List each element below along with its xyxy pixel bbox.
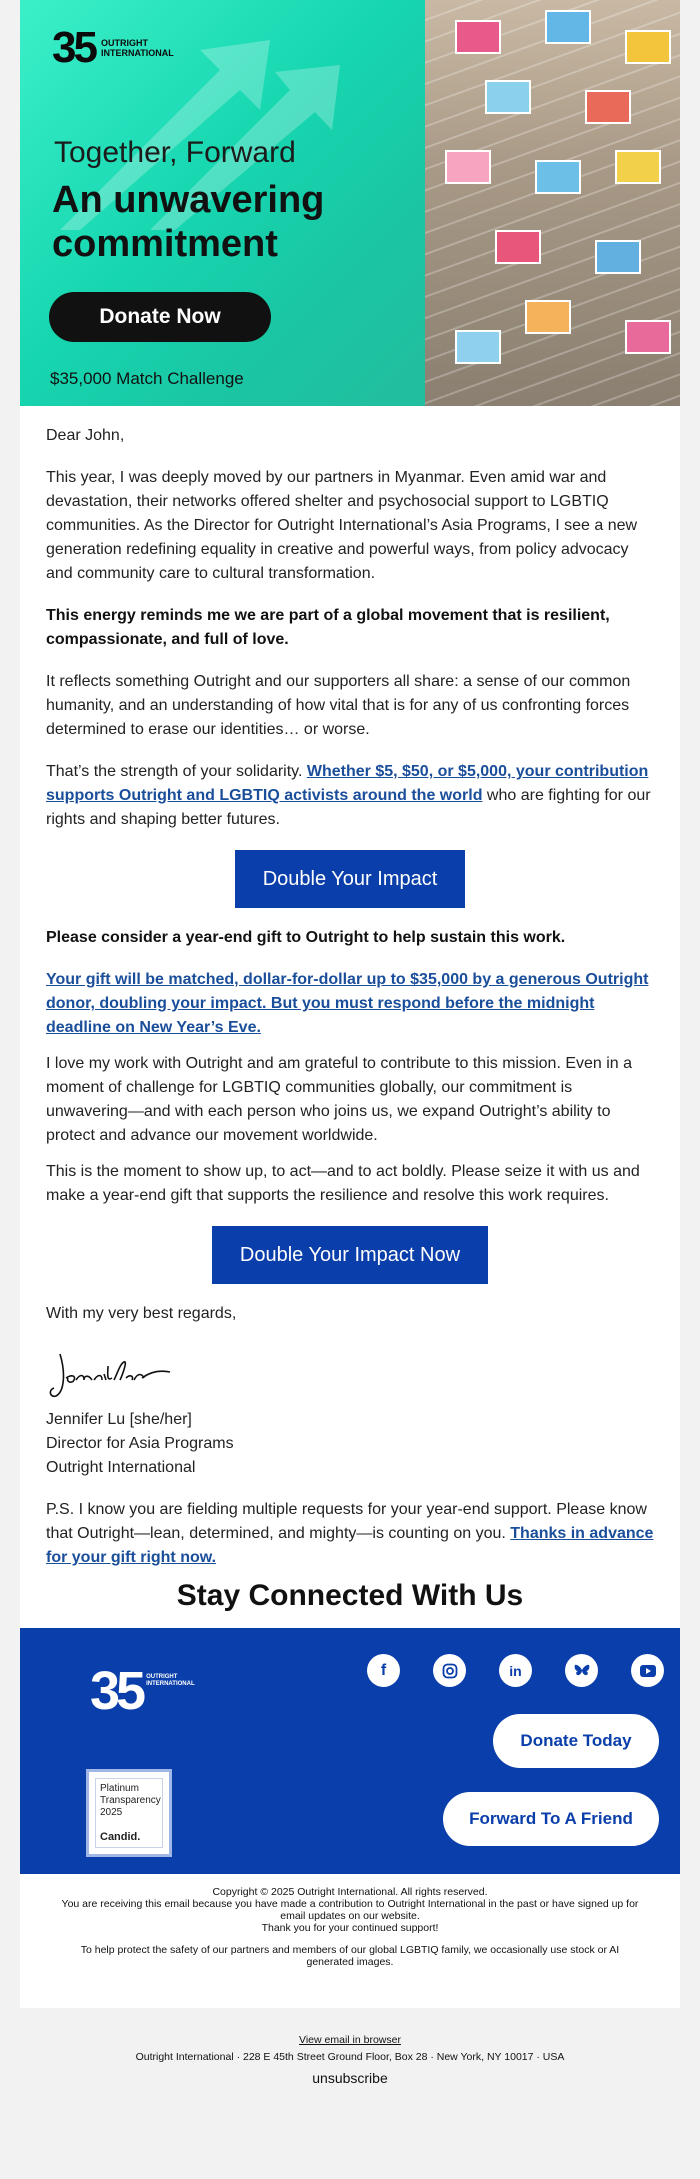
receiving-text: You are receiving this email because you have made a contribution to Outright International in the past or have signed up for email updates on our website. [61, 1898, 639, 1922]
postscript [46, 1498, 654, 1570]
badge-line-2: Transparency [100, 1795, 161, 1806]
paragraph-moment: This is the moment to show up, to act—and to act boldly. Please seize it with us and make a year-end gift that supports the resilience and resolve this work requires. [46, 1163, 640, 1204]
paragraph-myanmar: This year, I was deeply moved by our partners in Myanmar. Even amid war and devastation, their networks offered shelter and psychosocial support to LGBTIQ communities. As the Director for Outright International’s Asia Programs, I see a new generation redefining equality in creative and powerful ways, from policy advocacy and community care to cultural transformation. [46, 469, 638, 582]
copyright-text: Copyright © 2025 Outright International. All rights reserved. [212, 1886, 488, 1898]
youtube-icon[interactable] [631, 1654, 664, 1687]
logo-text-1: OUTRIGHT [100, 38, 148, 48]
letter-body [20, 406, 680, 1612]
signer-org: Outright International [46, 1459, 196, 1476]
hero-banner [20, 0, 680, 406]
donate-today-button[interactable]: Donate Today [493, 1714, 659, 1768]
paragraph-humanity: It reflects something Outright and our supporters all share: a sense of our common humanity, and an understanding of how vital that is for any of us confronting forces determined to erase our identities… or worse. [46, 673, 631, 738]
safety-text: To help protect the safety of our partners and members of our global LGBTIQ family, we occasionally use stock or AI generated images. [80, 1944, 620, 1968]
signer-name: Jennifer Lu [she/her] [46, 1411, 192, 1428]
logo-text-2: INTERNATIONAL [100, 48, 174, 58]
ps-text: P.S. I know you are fielding multiple requests for your year-end support. Please know that Outright—lean, determined, and mighty—is counting on you. [46, 1501, 647, 1542]
footer-logo-text-2: INTERNATIONAL [146, 1681, 195, 1687]
social-links [367, 1654, 664, 1687]
thanks-text: Thank you for your continued support! [261, 1922, 439, 1934]
email-container [20, 0, 680, 2008]
logo-number: 35 [52, 23, 95, 72]
contribution-link[interactable]: Whether $5, $50, or $5,000, your contribution supports Outright and LGBTIQ activists around the world [46, 763, 649, 804]
footer-35-logo[interactable] [90, 1661, 195, 1721]
footer-logo-text-1: OUTRIGHT [146, 1674, 178, 1680]
match-link[interactable]: Your gift will be matched, dollar-for-dollar up to $35,000 by a generous Outright donor, doubling your impact. But you must respond before the midnight deadline on New Year’s Eve. [46, 971, 649, 1036]
email-footer [0, 2008, 700, 2087]
badge-line-3: 2025 [100, 1807, 123, 1818]
candid-platinum-badge[interactable] [86, 1769, 172, 1857]
linkedin-icon[interactable]: in [499, 1654, 532, 1687]
paragraph-solidarity [46, 760, 654, 832]
badge-inner [95, 1778, 163, 1848]
paragraph-energy: This energy reminds me we are part of a global movement that is resilient, compassionate, and full of love. [46, 607, 610, 648]
bluesky-icon[interactable] [565, 1654, 598, 1687]
footer-logo-number: 35 [90, 1661, 143, 1721]
facebook-icon[interactable]: f [367, 1654, 400, 1687]
double-your-impact-button[interactable]: Double Your Impact [235, 850, 466, 908]
mailing-address: Outright International · 228 E 45th Street Ground Floor, Box 28 · New York, NY 10017 · USA [135, 2051, 565, 2063]
instagram-icon[interactable] [433, 1654, 466, 1687]
pride-march-photo [425, 0, 680, 406]
footer-panel [20, 1628, 680, 1874]
unsubscribe-link[interactable]: unsubscribe [312, 2070, 388, 2086]
closing: With my very best regards, [46, 1305, 237, 1322]
solidarity-outro: who are fighting for our rights and shaping better futures. [46, 787, 651, 828]
paragraph-year-end: Please consider a year-end gift to Outright to help sustain this work. [46, 929, 566, 946]
paragraph-love-work: I love my work with Outright and am grateful to contribute to this mission. Even in a moment of challenge for LGBTIQ communities globally, our commitment is unwavering—and with each person who joins us, we expand Outright’s ability to protect and advance our movement worldwide. [46, 1055, 633, 1144]
legal-notice [20, 1874, 680, 2008]
outright-35-logo[interactable] [52, 23, 174, 72]
footer-logo-text [146, 1674, 195, 1688]
badge-line-1: Platinum [100, 1783, 139, 1794]
logo-text [101, 38, 174, 58]
forward-to-friend-button[interactable]: Forward To A Friend [443, 1792, 659, 1846]
thanks-link[interactable]: Thanks in advance for your gift right now. [46, 1525, 654, 1566]
view-in-browser-link[interactable]: View email in browser [299, 2034, 401, 2046]
signature-image [46, 1344, 654, 1404]
hero-kicker: Together, Forward [54, 136, 296, 169]
match-challenge-text: $35,000 Match Challenge [50, 369, 244, 388]
donate-now-button[interactable]: Donate Now [49, 292, 271, 342]
greeting: Dear John, [46, 427, 125, 444]
signer-title: Director for Asia Programs [46, 1435, 234, 1452]
badge-brand: Candid. [100, 1831, 141, 1843]
solidarity-intro: That’s the strength of your solidarity. [46, 763, 307, 780]
hero-headline: An unwavering commitment [52, 179, 325, 265]
stay-connected-heading: Stay Connected With Us [176, 1579, 524, 1612]
double-your-impact-now-button[interactable]: Double Your Impact Now [212, 1226, 488, 1284]
